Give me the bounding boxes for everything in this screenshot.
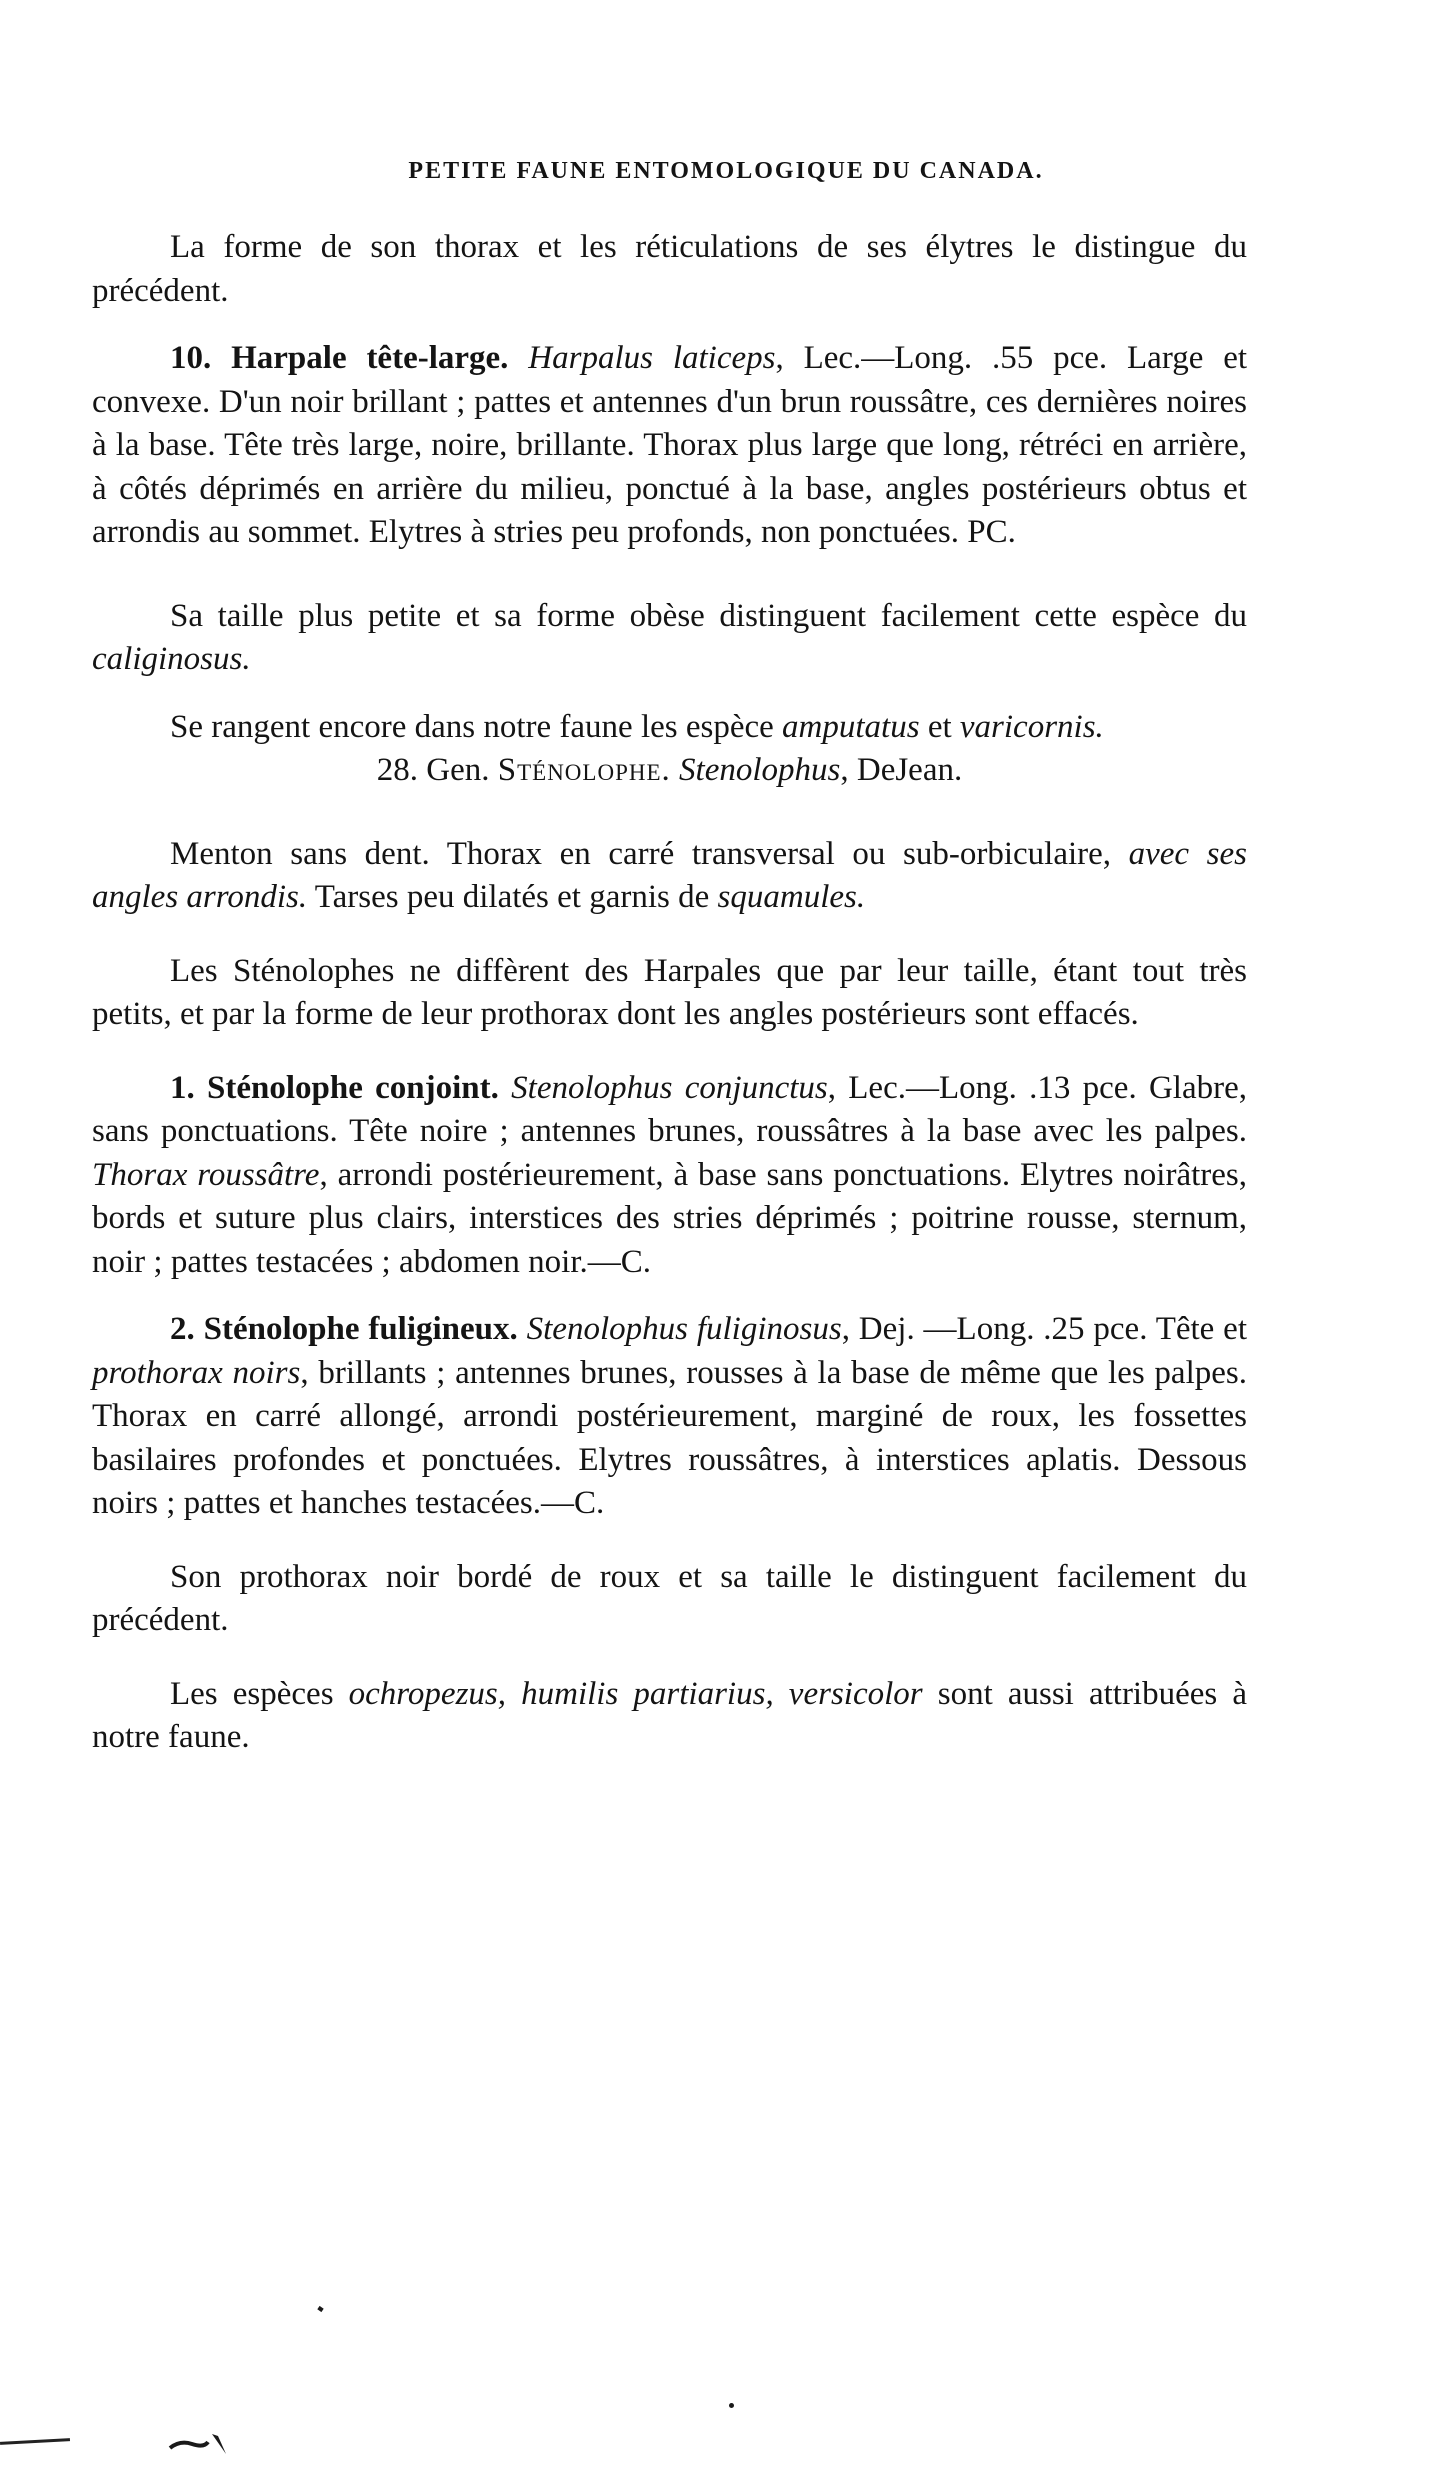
- paragraph-genus-description: [92, 833, 1247, 920]
- italic-phrase: prothorax noirs: [92, 1354, 301, 1391]
- species-description: , arrondi postérieurement, à base sans ponctuations. Elytres noirâtres, bords et suture plus clairs, interstices des stries déprimés ; poitrine rousse, sternum, noir ; pattes testacées ; abdomen noir.—C.: [92, 1156, 1247, 1280]
- latin-name: amputatus: [782, 708, 920, 745]
- paragraph-text: Tarses peu dilatés et garnis de: [307, 879, 718, 915]
- species-description: , Lec.—Long. .55 pce. Large et convexe. D'un noir brillant ; pattes et antennes d'un brun roussâtre, ces dernières noires à la base. Tête très large, noire, brillante. Thorax plus large que long, rétréci en arrière, à côtés déprimés en arrière du milieu, ponctué à la base, angles postérieurs obtus et arrondis au sommet. Elytres à stries peu profonds, non ponctuées. PC.: [92, 340, 1248, 550]
- species-common-name: Sténolophe fuligineux.: [203, 1311, 518, 1347]
- species-latin-name: Stenolophus fuliginosus: [526, 1311, 842, 1347]
- latin-name: caliginosus.: [92, 641, 251, 677]
- species-common-name: Sténolophe conjoint.: [207, 1069, 499, 1106]
- genus-heading: [92, 749, 1247, 793]
- paragraph-text: Menton sans dent. Thorax en carré transversal ou sub-orbiculaire,: [170, 835, 1129, 872]
- paragraph-text: Les espèces: [170, 1675, 349, 1712]
- running-head: PETITE FAUNE ENTOMOLOGIQUE DU CANADA.: [408, 158, 1044, 184]
- species-description: , Lec.—Long. .13 pce. Glabre, sans ponctuations. Tête noire ; antennes brunes, roussâtres à la base avec les palpes.: [92, 1069, 1247, 1149]
- species-entry-stenolophus-fuliginosus: [92, 1308, 1247, 1526]
- entry-number: 1.: [170, 1069, 195, 1106]
- paragraph-comparison: [92, 595, 1247, 682]
- paragraph-genus-comparison: Les Sténolophes ne diffèrent des Harpales que par leur taille, étant tout très petits, et par la forme de leur prothorax dont les angles postérieurs sont effacés.: [92, 952, 1247, 1032]
- genus-author: , DeJean.: [840, 752, 963, 788]
- latin-name: varicornis.: [959, 708, 1104, 745]
- paragraph-intro: La forme de son thorax et les réticulations de ses élytres le distingue du précédent.: [92, 229, 1247, 309]
- species-entry-stenolophus-conjunctus: [92, 1067, 1247, 1285]
- paragraph-text: Sa taille plus petite et sa forme obèse distinguent facilement cette espèce du: [170, 597, 1247, 634]
- entry-number: 2.: [170, 1311, 195, 1347]
- page-body: [92, 226, 1247, 1760]
- genus-latin-name: Stenolophus: [679, 752, 841, 788]
- species-entry-harpalus-laticeps: [92, 337, 1247, 555]
- genus-name: Sténolophe.: [497, 752, 671, 788]
- genus-number: 28. Gen.: [376, 752, 490, 788]
- paragraph-text: et: [919, 708, 960, 745]
- scan-edge-mark: [0, 2438, 70, 2445]
- italic-phrase: Thorax roussâtre: [92, 1156, 320, 1193]
- paragraph-text: Se rangent encore dans notre faune les espèce: [170, 708, 783, 745]
- species-common-name: Harpale tête-large.: [231, 340, 509, 376]
- latin-names: ochropezus, humilis partiarius, versicolor: [348, 1675, 923, 1712]
- species-description: , brillants ; antennes brunes, rousses à la base de même que les palpes. Thorax en carré allongé, arrondi postérieurement, marginé de roux, les fossettes basilaires profondes et ponctuées. Elytres roussâtres, à interstices aplatis. Dessous noirs ; pattes et hanches testacées.—C.: [92, 1354, 1247, 1521]
- species-latin-name: Harpalus laticeps: [528, 340, 776, 376]
- paragraph-other-species: [92, 706, 1247, 750]
- species-description: , Dej. —Long. .25 pce. Tête et: [841, 1311, 1247, 1347]
- species-latin-name: Stenolophus conjunctus: [511, 1069, 828, 1106]
- italic-phrase: squamules.: [717, 879, 866, 915]
- ink-speck: [729, 2403, 734, 2408]
- paragraph-attributed-species: [92, 1673, 1247, 1760]
- ink-speck: [317, 2306, 323, 2312]
- paragraph-text: sont aussi attribuées à notre faune.: [92, 1675, 1247, 1755]
- italic-phrase: avec ses angles arrondis.: [92, 835, 1247, 915]
- entry-number: 10.: [170, 340, 212, 376]
- ink-smudge-icon: [168, 2428, 248, 2458]
- paragraph-distinguishing: Son prothorax noir bordé de roux et sa taille le distinguent facilement du précédent.: [92, 1558, 1247, 1638]
